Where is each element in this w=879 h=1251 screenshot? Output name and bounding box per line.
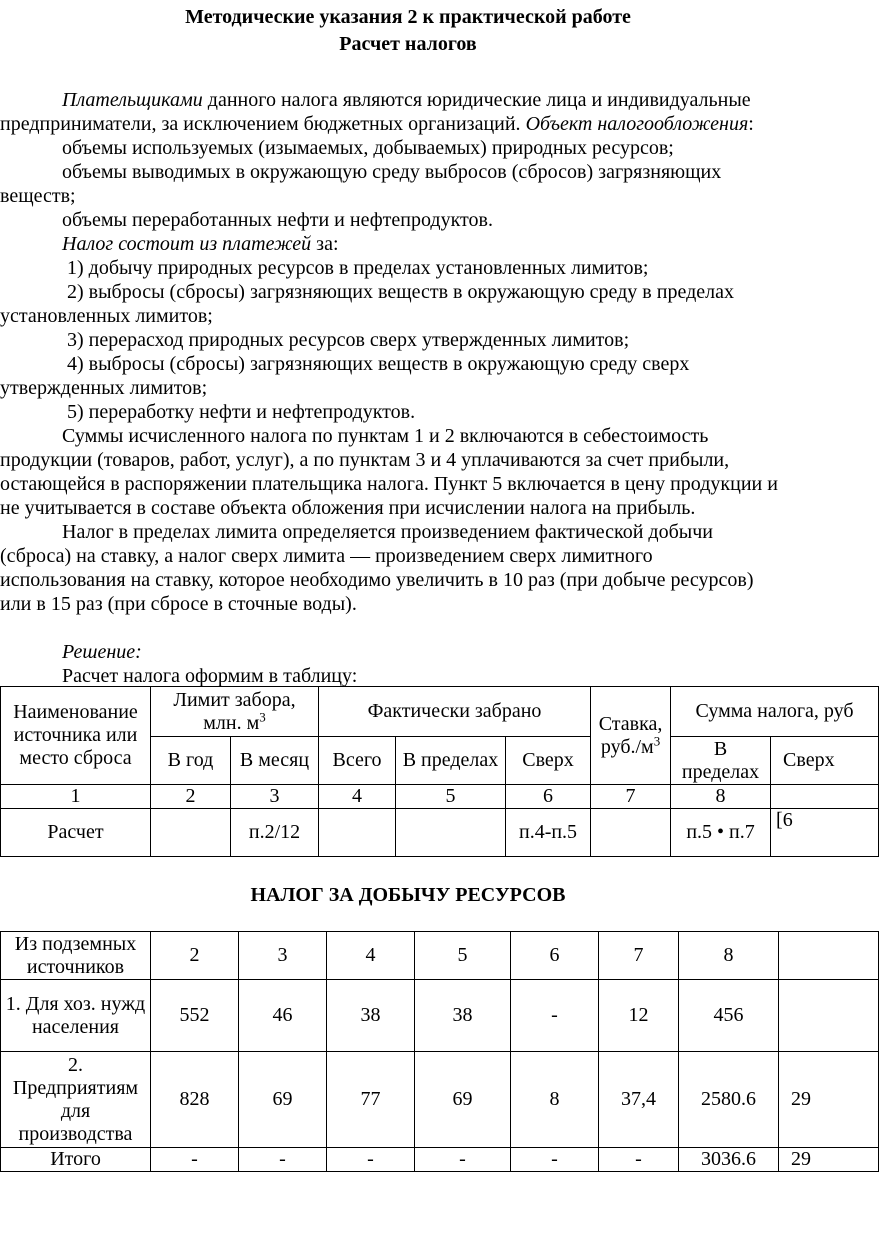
table-cell: 6 (506, 785, 591, 809)
table-cell: 69 (239, 1052, 327, 1148)
object-term: Объект налогообложения (525, 113, 749, 135)
table-cell: 7 (599, 932, 679, 980)
sums-paragraph-line1: Суммы исчисленного налога по пунктам 1 и 2 включаются в себестоимость (62, 425, 709, 447)
subheader-total: Всего (319, 737, 396, 785)
payment-item-5: 5) переработку нефти и нефтепродуктов. (67, 401, 416, 423)
payers-text: данного налога являются юридические лица и индивидуальные (202, 89, 751, 111)
limit-paragraph-line3: использования на ставку, которое необходимо увеличить в 10 раз (при добыче ресурсов) (0, 569, 754, 591)
table-cell: 69 (415, 1052, 511, 1148)
object-item-b: объемы выводимых в окружающую среду выбросов (сбросов) загрязняющих (62, 161, 722, 183)
payers-text-cont: предприниматели, за исключением бюджетных организаций. (0, 113, 526, 135)
table-row (1, 932, 879, 980)
document-title-line2: Расчет налогов (339, 33, 477, 55)
header-rate: Ставка, $руб./м^3$ (591, 687, 671, 785)
table-cell: 5 (415, 932, 511, 980)
payment-item-3: 3) перерасход природных ресурсов сверх утвержденных лимитов; (67, 329, 630, 351)
table-cell: Из подземных источников (1, 932, 151, 980)
table-cell: 4 (319, 785, 396, 809)
limit-paragraph-line4: или в 15 раз (при сбросе в сточные воды). (0, 593, 357, 615)
tax-payments-term: Налог состоит из платежей (62, 233, 312, 255)
table-cell: 2. Предприятиям для производства (1, 1052, 151, 1148)
tax-payments-text: за: (311, 233, 339, 255)
table-cell: 8 (511, 1052, 599, 1148)
table-cell: 8 (671, 785, 771, 809)
table-cell: 37,4 (599, 1052, 679, 1148)
table-cell: 828 (151, 1052, 239, 1148)
limit-paragraph-line2: (сброса) на ставку, а налог сверх лимита — произведением сверх лимитного (0, 545, 653, 567)
subheader-sum-within: В пределах (671, 737, 771, 785)
table-cell: 2 (151, 932, 239, 980)
subheader-within: В пределах (396, 737, 506, 785)
table-cell: - (599, 1148, 679, 1172)
table-cell: 3 (239, 932, 327, 980)
table-cell: - (511, 1148, 599, 1172)
table-cell: 3036.6 (679, 1148, 779, 1172)
subheader-year: В год (151, 737, 231, 785)
table-cell: 2580.6 (679, 1052, 779, 1148)
table-cell: - (239, 1148, 327, 1172)
table-cell: 38 (327, 980, 415, 1052)
sums-paragraph-line4: не учитывается в составе объекта обложения при исчислении налога на прибыль. (0, 497, 696, 519)
table-cell: 4 (327, 932, 415, 980)
subheader-sum-over: Сверх (771, 737, 879, 785)
table-cell: Итого (1, 1148, 151, 1172)
subheader-over: Сверх (506, 737, 591, 785)
table-cell: 5 (396, 785, 506, 809)
table-row (1, 809, 879, 857)
sums-paragraph-line2: продукции (товаров, работ, услуг), а по пунктам 3 и 4 уплачиваются за счет прибыли, (0, 449, 730, 471)
table-cell: Расчет (1, 809, 151, 857)
object-item-b-cont: веществ; (0, 185, 76, 207)
payment-item-4: 4) выбросы (сбросы) загрязняющих веществ в окружающую среду сверх (67, 353, 690, 375)
header-tax-sum: Сумма налога, руб (671, 687, 879, 737)
resource-tax-table (0, 931, 879, 1172)
subheader-month: В месяц (231, 737, 319, 785)
table-row (1, 1052, 879, 1148)
table-cell: 77 (327, 1052, 415, 1148)
table-cell: п.5 • п.7 (671, 809, 771, 857)
table-cell: 1. Для хоз. нужд населения (1, 980, 151, 1052)
table-cell: - (327, 1148, 415, 1172)
section-title: НАЛОГ ЗА ДОБЫЧУ РЕСУРСОВ (250, 884, 566, 906)
object-item-c: объемы переработанных нефти и нефтепродуктов. (62, 209, 493, 231)
table-cell: 8 (679, 932, 779, 980)
table-cell: - (415, 1148, 511, 1172)
table-cell: - (151, 1148, 239, 1172)
payment-item-1: 1) добычу природных ресурсов в пределах установленных лимитов; (67, 257, 649, 279)
table-cell: 6 (511, 932, 599, 980)
header-source-name: Наименование источника или место сброса (1, 687, 151, 785)
table-cell: [6 (771, 809, 879, 857)
table-row (1, 1148, 879, 1172)
table-cell: 38 (415, 980, 511, 1052)
payers-term: Плательщиками (62, 89, 203, 111)
table-cell: 46 (239, 980, 327, 1052)
table-cell: 7 (591, 785, 671, 809)
table-cell: п.4-п.5 (506, 809, 591, 857)
table-cell: 456 (679, 980, 779, 1052)
table-cell (779, 980, 879, 1052)
payment-item-2-cont: установленных лимитов; (0, 305, 213, 327)
table-cell (151, 809, 231, 857)
table-cell (771, 785, 879, 809)
tax-payments-intro (62, 232, 339, 256)
calculation-table (0, 686, 879, 857)
table-cell: 2 (151, 785, 231, 809)
table-row (1, 785, 879, 809)
table-cell (396, 809, 506, 857)
payment-item-4-cont: утвержденных лимитов; (0, 377, 208, 399)
paragraph-payers-cont (0, 112, 754, 136)
header-actual: Фактически забрано (319, 687, 591, 737)
paragraph-payers (62, 88, 751, 112)
table-cell: 29 (779, 1148, 879, 1172)
table-cell: 3 (231, 785, 319, 809)
payment-item-2: 2) выбросы (сбросы) загрязняющих веществ в окружающую среду в пределах (67, 281, 734, 303)
header-limit: Лимит забора, млн. $м^3$ (151, 687, 319, 737)
table-cell: 29 (779, 1052, 879, 1148)
table-cell: - (511, 980, 599, 1052)
document-title-line1: Методические указания 2 к практической работе (185, 6, 631, 28)
table-cell (779, 932, 879, 980)
object-item-a: объемы используемых (изымаемых, добываемых) природных ресурсов; (62, 137, 674, 159)
table-cell (319, 809, 396, 857)
table-cell (591, 809, 671, 857)
table-cell: 552 (151, 980, 239, 1052)
limit-paragraph-line1: Налог в пределах лимита определяется произведением фактической добычи (62, 521, 713, 543)
solution-text: Расчет налога оформим в таблицу: (62, 665, 358, 687)
table-cell: п.2/12 (231, 809, 319, 857)
sums-paragraph-line3: остающейся в распоряжении плательщика налога. Пункт 5 включается в цену продукции и (0, 473, 778, 495)
object-colon: : (748, 113, 754, 135)
solution-label: Решение: (62, 641, 142, 663)
table-row (1, 980, 879, 1052)
table-cell: 1 (1, 785, 151, 809)
table-cell: 12 (599, 980, 679, 1052)
